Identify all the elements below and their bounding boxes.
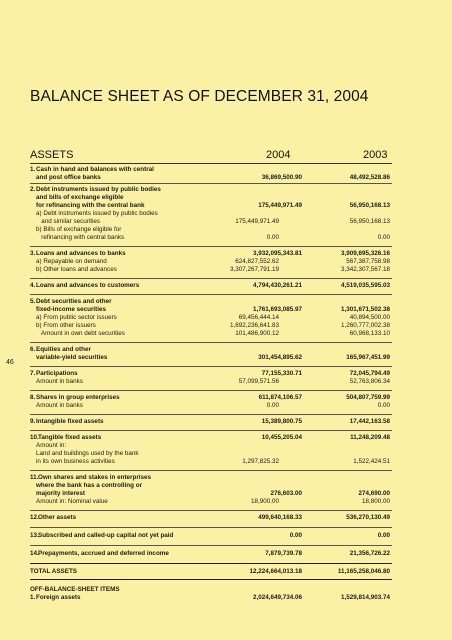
total-value-2004: 15,389,800.75 [261,418,302,425]
value-2003: 165,967,451.99 [346,354,390,361]
row-label: Foreign assets [36,594,81,601]
value-2003: 48,492,528.86 [349,174,390,181]
value-2003: 0.00 [377,402,390,409]
row-label: in its own business activities [36,458,115,465]
total-value-2004: 12,224,664,013.18 [249,568,302,575]
row-label: Subscribed and called-up capital not yet paid [38,532,174,539]
row-divider [30,470,392,471]
subitem-value-2004: 0.00 [266,234,279,241]
subitem-value-2004: 3,307,267,791.19 [229,266,279,273]
row-label: TOTAL ASSETS [30,568,77,575]
subitem-value-2004: 1,297,825.32 [242,458,279,465]
row-label: Shares in group enterprises [36,394,120,401]
total-value-2004: 1,761,693,085.97 [252,306,302,313]
row-label: Intangible fixed assets [36,418,104,425]
total-value-2004: 7,879,739.78 [265,550,302,557]
subitem-value-2004: 0.00 [266,402,279,409]
total-value-2004: 36,869,500.90 [261,174,302,181]
row-divider [30,342,392,343]
total-value-2004: 301,454,895.62 [258,354,302,361]
value-2003: 60,968,133.10 [349,330,390,337]
row-divider [30,183,392,184]
value-2003: 17,442,163.58 [349,418,390,425]
total-value-2004: 3,932,095,343.81 [252,250,302,257]
value-2003: 3,342,307,567.18 [340,266,390,273]
row-label: majority interest [36,490,85,497]
row-label: Other assets [38,514,77,521]
row-label: Prepayments, accrued and deferred income [38,550,169,557]
row-label: a) From public sector issuers [36,314,117,321]
item-number: 14. [30,550,39,557]
row-divider [30,414,392,415]
subitem-value-2004: 101,486,900.12 [235,330,279,337]
row-label: Loans and advances to customers [36,282,140,289]
row-label: OFF-BALANCE-SHEET ITEMS [30,586,120,593]
row-label: refinancing with central banks [36,234,125,241]
total-value-2004: 4,794,430,261.21 [252,282,302,289]
value-2003: 567,387,758.98 [346,258,390,265]
year-2003-heading: 2003 [363,149,388,161]
value-2003: 1,260,777,002.38 [340,322,390,329]
assets-heading: ASSETS [30,149,74,161]
value-2003: 21,356,726.22 [349,550,390,557]
value-2003: 40,894,500.00 [349,314,390,321]
total-value-2004: 276,603.00 [270,490,302,497]
row-label: where the bank has a controlling or [36,482,143,489]
item-number: 1. [30,594,36,601]
value-2003: 536,270,130.49 [346,514,390,521]
row-divider [30,430,392,431]
row-label: and similar securities [36,218,101,225]
item-number: 9. [30,418,36,425]
row-label: b) Bills of exchange eligible for [36,226,122,233]
value-2003: 56,950,168.13 [349,218,390,225]
row-label: Amount in banks [36,378,83,385]
value-2003: 1,529,814,903.74 [340,594,390,601]
item-number: 11. [30,474,39,481]
row-label: for refinancing with the central bank [36,202,145,209]
subitem-value-2004: 624,827,552.62 [235,258,279,265]
row-label: fixed-income securities [36,306,106,313]
row-label: and bills of exchange eligible [36,194,124,201]
value-2003: 52,763,806.34 [349,378,390,385]
value-2003: 1,301,671,502.38 [340,306,390,313]
row-divider [30,366,392,367]
row-label: Cash in hand and balances with central [36,166,154,173]
item-number: 1. [30,166,36,173]
row-label: Loans and advances to banks [36,250,126,257]
row-divider [30,527,392,528]
value-2003: 72,045,794.49 [349,370,390,377]
total-value-2004: 499,640,168.33 [258,514,302,521]
row-label: Amount in: [36,442,67,449]
item-number: 4. [30,282,36,289]
year-2004-heading: 2004 [266,149,291,161]
value-2003: 18,800.00 [361,498,390,505]
row-divider [30,294,392,295]
item-number: 13. [30,532,39,539]
row-label: b) From other issuers [36,322,96,329]
row-divider [30,579,392,580]
row-label: and post office banks [36,174,101,181]
row-divider [30,390,392,391]
item-number: 3. [30,250,36,257]
row-label: Amount in banks [36,402,83,409]
value-2003: 1,522,424.51 [353,458,390,465]
row-divider [30,278,392,279]
header-rule [30,163,392,164]
subitem-value-2004: 69,456,444.14 [238,314,279,321]
page-title: BALANCE SHEET AS OF DECEMBER 31, 2004 [30,88,369,105]
value-2003: 0.00 [377,234,390,241]
value-2003: 3,909,695,326.16 [340,250,390,257]
value-2003: 504,807,759.99 [346,394,390,401]
row-label: Equities and other [36,346,91,353]
row-divider [30,545,392,546]
subitem-value-2004: 175,449,971.49 [235,218,279,225]
item-number: 7. [30,370,36,377]
subitem-value-2004: 1,692,236,641.83 [229,322,279,329]
row-divider [30,563,392,564]
row-divider [30,246,392,247]
item-number: 6. [30,346,36,353]
value-2003: 56,950,168.13 [349,202,390,209]
total-value-2004: 0.00 [289,532,302,539]
row-label: Debt instruments issued by public bodies [36,186,161,193]
row-label: Amount in own debt securities [36,330,125,337]
row-label: Debt securities and other [36,298,112,305]
item-number: 8. [30,394,36,401]
total-value-2004: 10,455,205.04 [261,434,302,441]
item-number: 12. [30,514,39,521]
total-value-2004: 2,024,649,734.06 [252,594,302,601]
page-number: 46 [6,359,14,366]
item-number: 2. [30,186,36,193]
row-label: Land and buildings used by the bank [36,450,139,457]
row-label: Tangible fixed assets [38,434,102,441]
value-2003: 274,690.00 [358,490,390,497]
subitem-value-2004: 57,099,571.56 [238,378,279,385]
item-number: 5. [30,298,36,305]
total-value-2004: 175,449,971.49 [258,202,302,209]
row-label: Amount in: Nominal value [36,498,108,505]
row-label: variable-yield securities [36,354,108,361]
row-label: b) Other loans and advances [36,266,117,273]
total-value-2004: 77,155,330.71 [261,370,302,377]
value-2003: 11,165,258,046.80 [337,568,390,575]
value-2003: 11,248,209.48 [350,434,390,441]
row-label: Participations [36,370,78,377]
row-label: a) Debt instruments issued by public bodies [36,210,158,217]
row-divider [30,510,392,511]
value-2003: 0.00 [377,532,390,539]
value-2003: 4,519,035,595.03 [340,282,390,289]
subitem-value-2004: 18,900.00 [250,498,279,505]
item-number: 10. [30,434,39,441]
total-value-2004: 611,874,106.57 [258,394,302,401]
row-label: Own shares and stakes in enterprises [38,474,152,481]
row-label: a) Repayable on demand [36,258,107,265]
